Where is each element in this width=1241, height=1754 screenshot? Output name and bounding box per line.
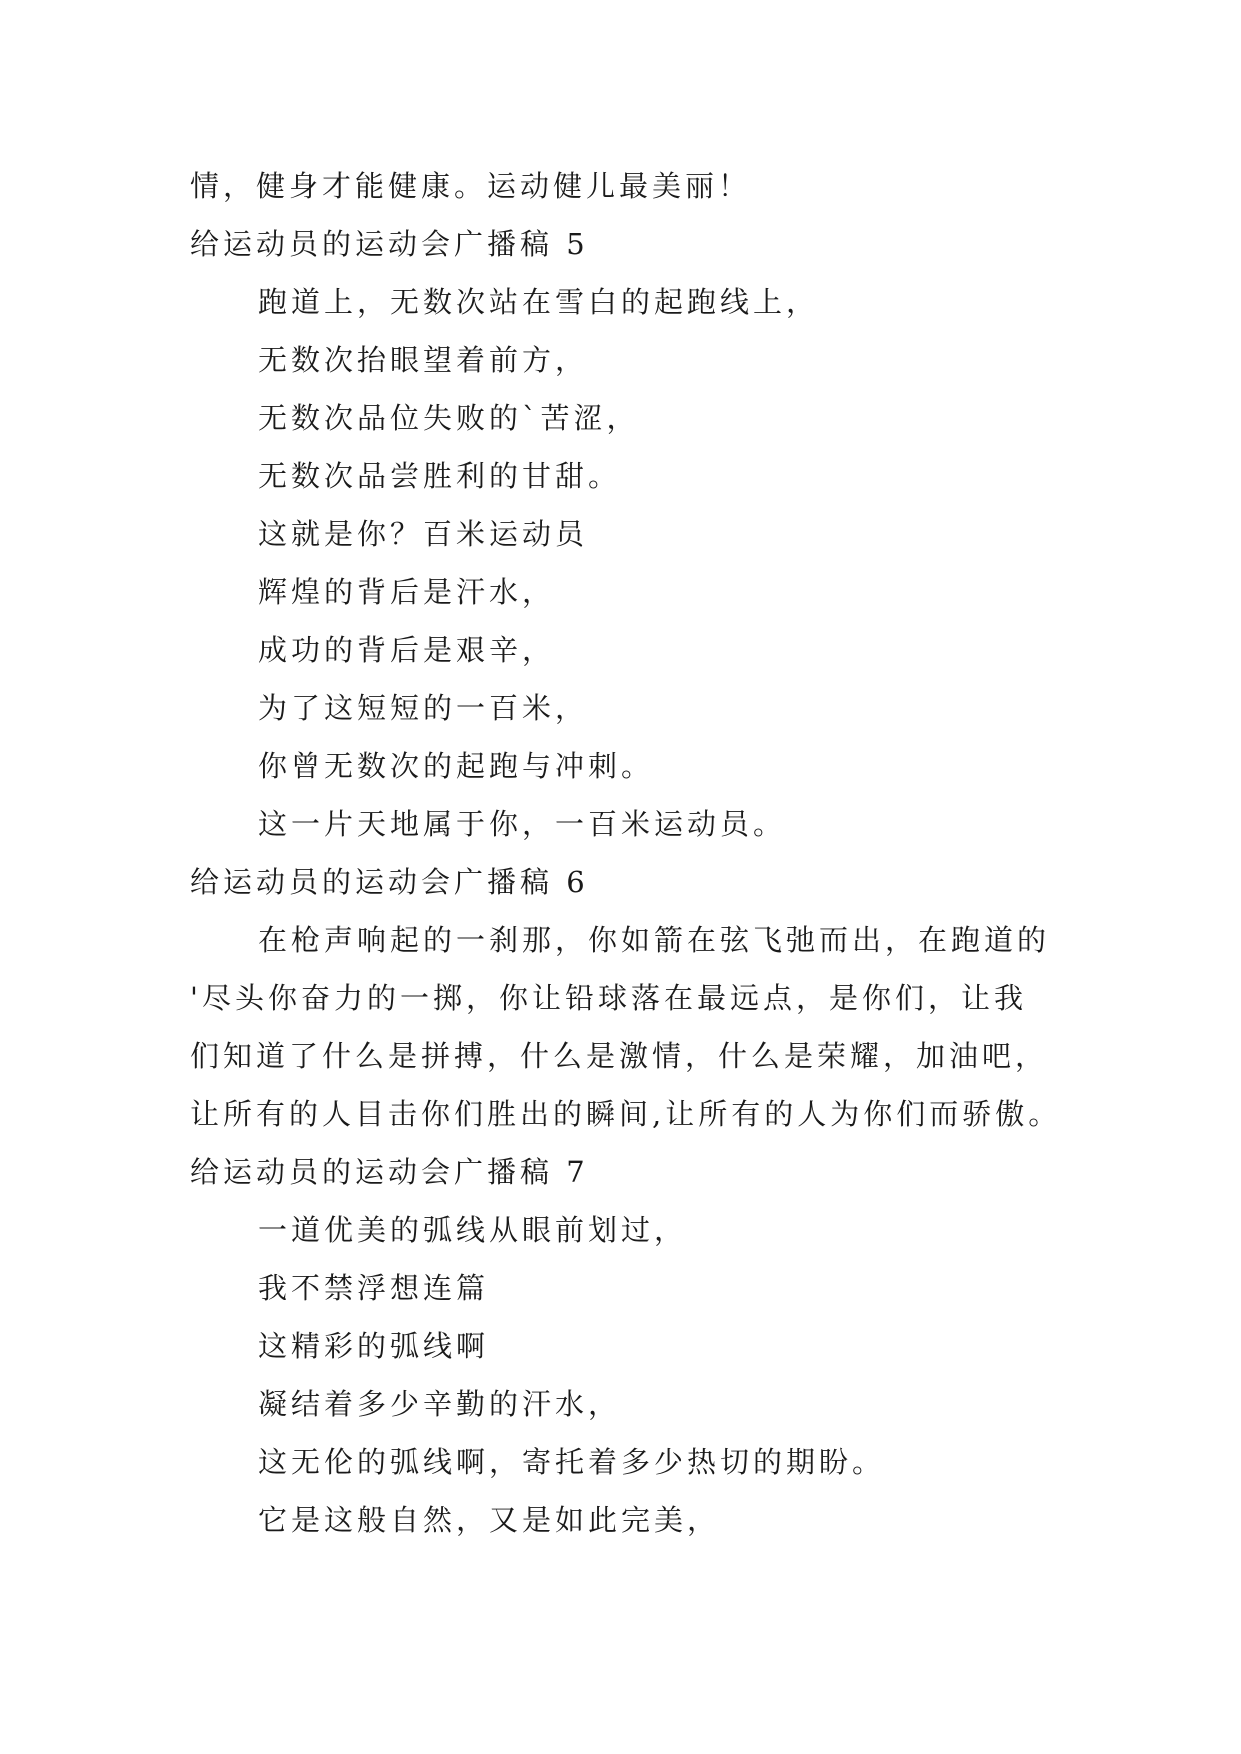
text-line: 我不禁浮想连篇 <box>258 1271 490 1305</box>
text-line: 情，健身才能健康。运动健儿最美丽！ <box>190 169 752 203</box>
text-line: 这精彩的弧线啊 <box>258 1329 490 1363</box>
text-line: 无数次抬眼望着前方， <box>258 343 589 377</box>
section-heading: 给运动员的运动会广播稿 7 <box>190 1155 589 1189</box>
text-line: 跑道上，无数次站在雪白的起跑线上， <box>258 285 820 319</box>
text-line: 这就是你？百米运动员 <box>258 517 589 551</box>
text-line: 让所有的人目击你们胜出的瞬间,让所有的人为你们而骄傲。 <box>190 1097 1062 1131</box>
text-line: 为了这短短的一百米， <box>258 691 589 725</box>
text-line: 辉煌的背后是汗水， <box>258 575 556 609</box>
text-line: 们知道了什么是拼搏，什么是激情，什么是荣耀，加油吧， <box>190 1039 1049 1073</box>
text-line: 这一片天地属于你，一百米运动员。 <box>258 807 787 841</box>
section-heading: 给运动员的运动会广播稿 6 <box>190 865 589 899</box>
text-line: 成功的背后是艰辛， <box>258 633 556 667</box>
section-heading: 给运动员的运动会广播稿 5 <box>190 227 589 261</box>
text-line: 在枪声响起的一刹那，你如箭在弦飞弛而出，在跑道的 <box>258 923 1051 957</box>
text-line: 它是这般自然，又是如此完美， <box>258 1503 721 1537</box>
text-line: 无数次品尝胜利的甘甜。 <box>258 459 622 493</box>
text-line: 无数次品位失败的`苦涩， <box>258 401 640 435</box>
text-line: 凝结着多少辛勤的汗水， <box>258 1387 622 1421</box>
text-line: 这无伦的弧线啊，寄托着多少热切的期盼。 <box>258 1445 886 1479</box>
text-line: 你曾无数次的起跑与冲刺。 <box>258 749 655 783</box>
text-line: 一道优美的弧线从眼前划过， <box>258 1213 688 1247</box>
text-line: '尽头你奋力的一掷，你让铅球落在最远点，是你们，让我 <box>190 981 1027 1015</box>
